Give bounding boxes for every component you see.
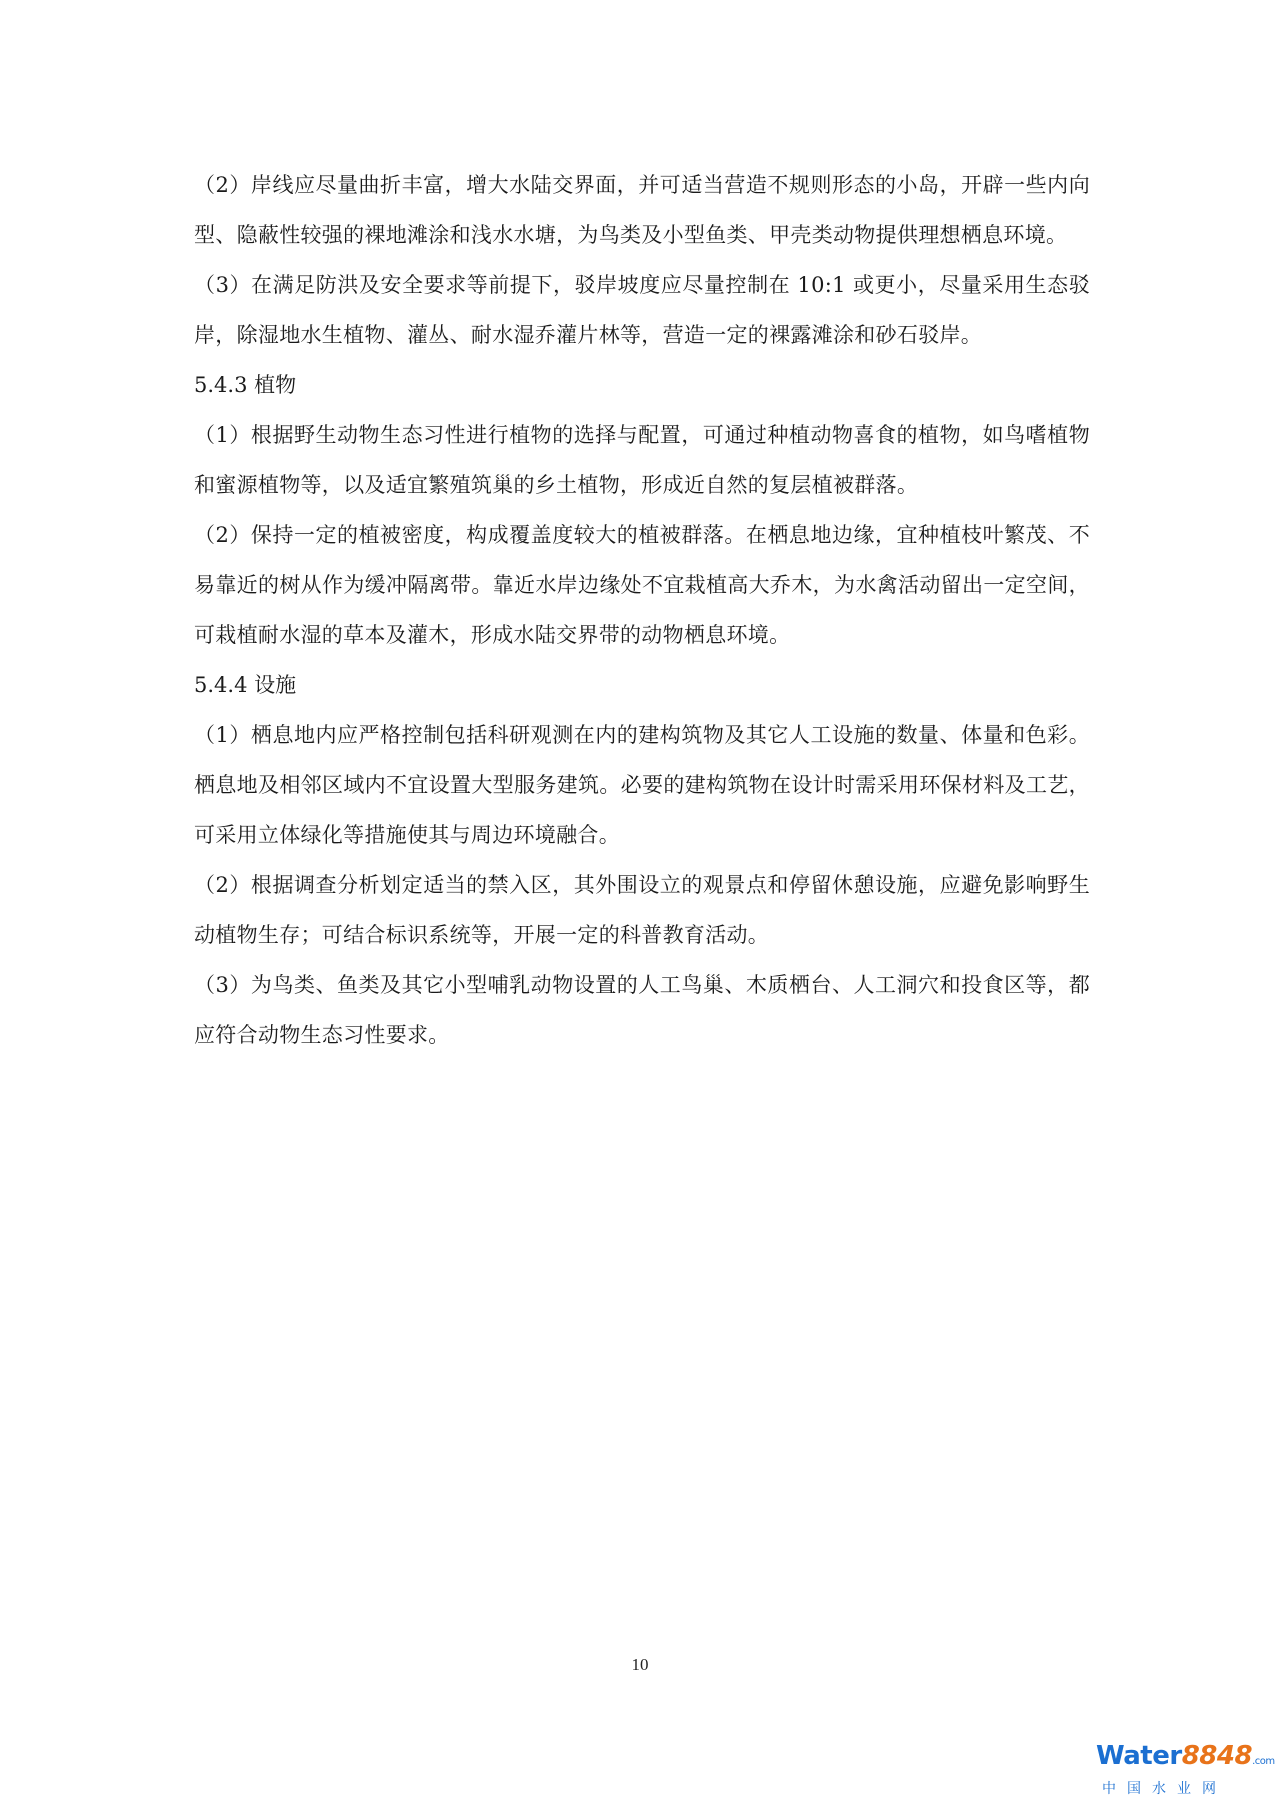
watermark-brand	[1096, 1741, 1275, 1776]
section-heading-facilities: 5.4.4 设施	[194, 673, 297, 697]
watermark-logo	[1096, 1741, 1275, 1802]
paragraph-artificial-habitats: （3）为鸟类、鱼类及其它小型哺乳动物设置的人工鸟巢、木质栖台、人工洞穴和投食区等，都应符合动物生态习性要求。	[194, 973, 1090, 1047]
paragraph-plant-selection: （1）根据野生动物生态习性进行植物的选择与配置，可通过种植动物喜食的植物，如鸟嗜植物和蜜源植物等，以及适宜繁殖筑巢的乡土植物，形成近自然的复层植被群落。	[194, 423, 1090, 497]
paragraph-structures: （1）栖息地内应严格控制包括科研观测在内的建构筑物及其它人工设施的数量、体量和色彩。栖息地及相邻区域内不宜设置大型服务建筑。必要的建构筑物在设计时需采用环保材料及工艺，可采用立体绿化等措施使其与周边环境融合。	[194, 723, 1090, 847]
watermark-brand-cn: 中国水业网	[1102, 1781, 1227, 1797]
page-number: 10	[631, 1655, 649, 1674]
paragraph-revetment: （3）在满足防洪及安全要求等前提下，驳岸坡度应尽量控制在 10:1 或更小，尽量采用生态驳岸，除湿地水生植物、灌丛、耐水湿乔灌片林等，营造一定的裸露滩涂和砂石驳岸。	[194, 273, 1090, 347]
watermark-brand-word: Water	[1096, 1741, 1182, 1771]
paragraph-shoreline: （2）岸线应尽量曲折丰富，增大水陆交界面，并可适当营造不规则形态的小岛，开辟一些内向型、隐蔽性较强的裸地滩涂和浅水水塘，为鸟类及小型鱼类、甲壳类动物提供理想栖息环境。	[194, 173, 1090, 247]
watermark-brand-number: 8848	[1181, 1741, 1253, 1771]
paragraph-restricted-zone: （2）根据调查分析划定适当的禁入区，其外围设立的观景点和停留休憩设施，应避免影响野生动植物生存；可结合标识系统等，开展一定的科普教育活动。	[194, 873, 1090, 947]
document-body	[194, 160, 1090, 1060]
watermark-brand-suffix: .com	[1252, 1756, 1275, 1767]
section-heading-plants: 5.4.3 植物	[194, 373, 297, 397]
paragraph-vegetation-density: （2）保持一定的植被密度，构成覆盖度较大的植被群落。在栖息地边缘，宜种植枝叶繁茂、不易靠近的树从作为缓冲隔离带。靠近水岸边缘处不宜栽植高大乔木，为水禽活动留出一定空间，可栽植耐水湿的草本及灌木，形成水陆交界带的动物栖息环境。	[194, 523, 1090, 647]
